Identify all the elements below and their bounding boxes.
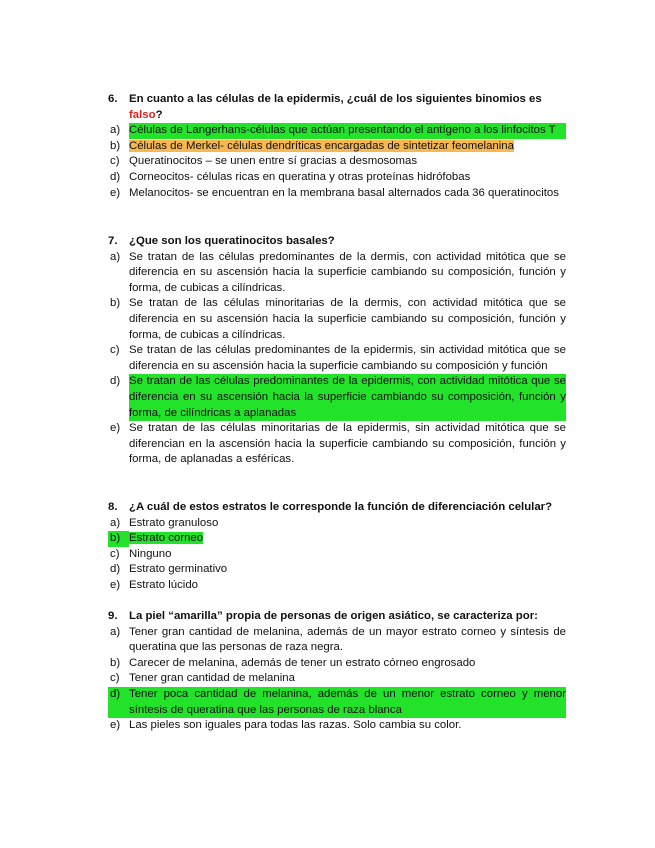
option-text: Se tratan de las células minoritarias de la dermis, con actividad mitótica que se diferencia en su ascensión hacia la superficie cambiando su composición, función y forma, de cubicas a cilíndricas. — [129, 297, 566, 341]
question-text: ¿Que son los queratinocitos basales? — [129, 235, 335, 247]
option-text: Tener poca cantidad de melanina, además de un menor estrato corneo y menor síntesis de queratina que las personas de raza blanca — [129, 687, 566, 718]
option-text: Tener gran cantidad de melanina, además de un mayor estrato corneo y síntesis de queratina que las personas de raza negra. — [129, 625, 566, 654]
option-e: e) Estrato lúcido — [108, 578, 566, 594]
option-text: Estrato germinativo — [129, 563, 228, 576]
option-text: Melanocitos- se encuentran en la membrana basal alternados cada 36 queratinocitos — [129, 186, 559, 199]
option-text: Queratinocitos – se unen entre sí gracias a desmosomas — [129, 155, 418, 168]
option-text: Tener gran cantidad de melanina — [129, 672, 295, 685]
option-d: d) Tener poca cantidad de melanina, además de un menor estrato corneo y menor síntesis de queratina que las personas de raza blanca — [108, 687, 566, 718]
question-6 — [108, 92, 566, 201]
options-list — [108, 250, 566, 468]
option-c: c) Ninguno — [108, 547, 566, 563]
question-number: 6. — [108, 93, 118, 105]
option-text: Estrato lúcido — [129, 578, 199, 591]
question-8 — [108, 500, 566, 594]
question-text: En cuanto a las células de la epidermis, ¿cuál de los siguientes binomios es — [129, 93, 542, 105]
options-list — [108, 516, 566, 594]
false-keyword: falso — [129, 108, 156, 121]
option-b: b) Se tratan de las células minoritarias de la dermis, con actividad mitótica que se diferencia en su ascensión hacia la superficie cambiando su composición, función y forma, de cubicas a cilíndricas. — [108, 296, 566, 343]
question-number: 8. — [108, 501, 118, 513]
option-a: a) Células de Langerhans-células que actúan presentando el antígeno a los linfocitos T — [108, 123, 566, 139]
question-7 — [108, 234, 566, 468]
option-text: Se tratan de las células predominantes de la epidermis, sin actividad mitótica que se diferencia en su ascensión hacia la superficie cambiando su composición y función — [129, 344, 566, 372]
option-text: Estrato corneo — [129, 532, 204, 545]
option-text: Se tratan de las células predominantes de la dermis, con actividad mitótica que se diferencia en su ascensión hacia la superficie cambiando su composición, función y forma, de cubicas a cilíndricas. — [129, 250, 566, 294]
question-title — [108, 234, 566, 250]
option-d: d) Estrato germinativo — [108, 562, 566, 578]
option-c: c) Tener gran cantidad de melanina — [108, 671, 566, 687]
option-c: c) Se tratan de las células predominantes de la epidermis, sin actividad mitótica que se diferencia en su ascensión hacia la superficie cambiando su composición y función — [108, 343, 566, 374]
options-list — [108, 123, 566, 201]
option-text: Las pieles son iguales para todas las razas. Solo cambia su color. — [129, 719, 462, 732]
options-list — [108, 625, 566, 734]
question-number: 7. — [108, 235, 118, 247]
option-text: Corneocitos- células ricas en queratina y otras proteínas hidrófobas — [129, 170, 471, 183]
question-9 — [108, 609, 566, 734]
option-text: Se tratan de las células minoritarias de la epidermis, sin actividad mitótica que se diferencian en la ascensión hacia la superficie cambiando su composición, función y forma, de aplanadas a esféricas. — [129, 422, 566, 466]
option-d: d) Corneocitos- células ricas en queratina y otras proteínas hidrófobas — [108, 170, 566, 186]
option-text: Estrato granuloso — [129, 516, 219, 529]
question-title — [108, 500, 566, 516]
option-text: Carecer de melanina, además de tener un estrato córneo engrosado — [129, 656, 476, 669]
option-text: Células de Langerhans-células que actúan presentando el antígeno a los linfocitos T — [129, 123, 566, 139]
option-text: Células de Merkel- células dendríticas encargadas de sintetizar feomelanina — [129, 139, 514, 152]
question-text: La piel “amarilla” propia de personas de origen asiático, se caracteriza por: — [129, 610, 538, 622]
question-title — [108, 609, 566, 625]
option-e: e) Melanocitos- se encuentran en la membrana basal alternados cada 36 queratinocitos — [108, 186, 566, 202]
question-text: ¿A cuál de estos estratos le corresponde la función de diferenciación celular? — [129, 501, 553, 513]
option-a: a) Se tratan de las células predominantes de la dermis, con actividad mitótica que se diferencia en su ascensión hacia la superficie cambiando su composición, función y forma, de cubicas a cilíndricas. — [108, 250, 566, 297]
option-a: a) Estrato granuloso — [108, 516, 566, 532]
question-number: 9. — [108, 610, 118, 622]
option-c: c) Queratinocitos – se unen entre sí gracias a desmosomas — [108, 154, 566, 170]
question-title: 6. En cuanto a las células de la epidermis, ¿cuál de los siguientes binomios es falso? — [108, 92, 566, 123]
option-b: b) Células de Merkel- células dendríticas encargadas de sintetizar feomelanina — [110, 139, 514, 152]
option-e: e) Se tratan de las células minoritarias de la epidermis, sin actividad mitótica que se diferencian en la ascensión hacia la superficie cambiando su composición, función y forma, de aplanadas a esféricas. — [108, 421, 566, 468]
option-text: Ninguno — [129, 547, 172, 560]
option-text: Se tratan de las células predominantes de la epidermis, con actividad mitótica que se diferencia en su ascensión hacia la superficie cambiando su composición, función y forma, de cilíndricas a aplanadas — [129, 374, 566, 421]
option-d: d) Se tratan de las células predominantes de la epidermis, con actividad mitótica que se diferencia en su ascensión hacia la superficie cambiando su composición, función y forma, de cilíndricas a aplanadas — [108, 374, 566, 421]
option-b: b) Estrato corneo — [108, 531, 566, 547]
option-b: b) Carecer de melanina, además de tener un estrato córneo engrosado — [108, 656, 566, 672]
option-a: a) Tener gran cantidad de melanina, además de un mayor estrato corneo y síntesis de queratina que las personas de raza negra. — [108, 625, 566, 656]
option-e: e) Las pieles son iguales para todas las razas. Solo cambia su color. — [108, 718, 566, 734]
